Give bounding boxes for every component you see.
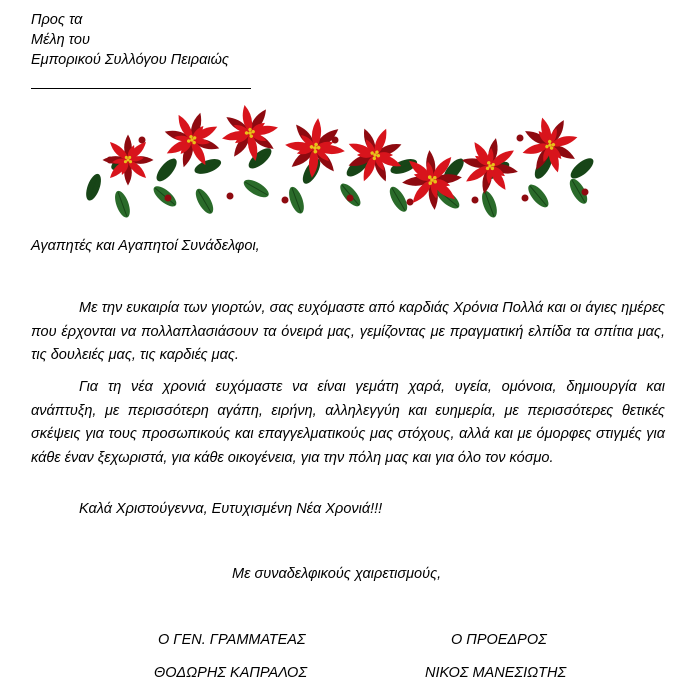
signature-right-title: Ο ΠΡΟΕΔΡΟΣ — [451, 632, 547, 648]
recipient-address — [31, 10, 229, 70]
signature-left-name: ΘΟΔΩΡΗΣ ΚΑΠΡΑΛΟΣ — [154, 665, 308, 681]
signature-left-title: Ο ΓΕΝ. ΓΡΑΜΜΑΤΕΑΣ — [158, 632, 306, 648]
body-paragraph-3: Καλά Χριστούγεννα, Ευτυχισμένη Νέα Χρονιά!!! — [79, 501, 383, 517]
body-paragraph-1: Με την ευκαιρία των γιορτών, σας ευχόμαστε από καρδιάς Χρόνια Πολλά και οι άγιες ημέρες που έρχονται να πολλαπλασιάσουν τα όνειρά μας, γεμίζοντας με πραγματική ελπίδα τα σπίτια μας, τις δουλειές μας, τις καρδιές μας. — [31, 300, 665, 363]
address-underline — [31, 88, 251, 89]
body-paragraph-2: Για τη νέα χρονιά ευχόμαστε να είναι γεμάτη χαρά, υγεία, ομόνοια, δημιουργία και ανάπτυξη, με περισσότερη αγάπη, ειρήνη, αλληλεγγύη και ευημερία, με περισσότερες θετικές σκέψεις για τους προσωπικούς και επαγγελματικούς μας στόχους, αλλά και με όμορφες στιγμές για κάθε έναν ξεχωριστά, για κάθε οικογένεια, για την πόλη μας και για όλο τον κόσμο. — [31, 379, 665, 466]
recipient-line-1: Προς τα — [31, 12, 83, 28]
signature-right-name: ΝΙΚΟΣ ΜΑΝΕΣΙΩΤΗΣ — [425, 665, 567, 681]
salutation: Αγαπητές και Αγαπητοί Συνάδελφοι, — [31, 238, 260, 254]
recipient-line-2: Μέλη του — [31, 32, 90, 48]
recipient-line-3: Εμπορικού Συλλόγου Πειραιώς — [31, 52, 229, 68]
poinsettia-garland-icon — [80, 100, 610, 220]
closing-line: Με συναδελφικούς χαιρετισμούς, — [232, 566, 442, 582]
